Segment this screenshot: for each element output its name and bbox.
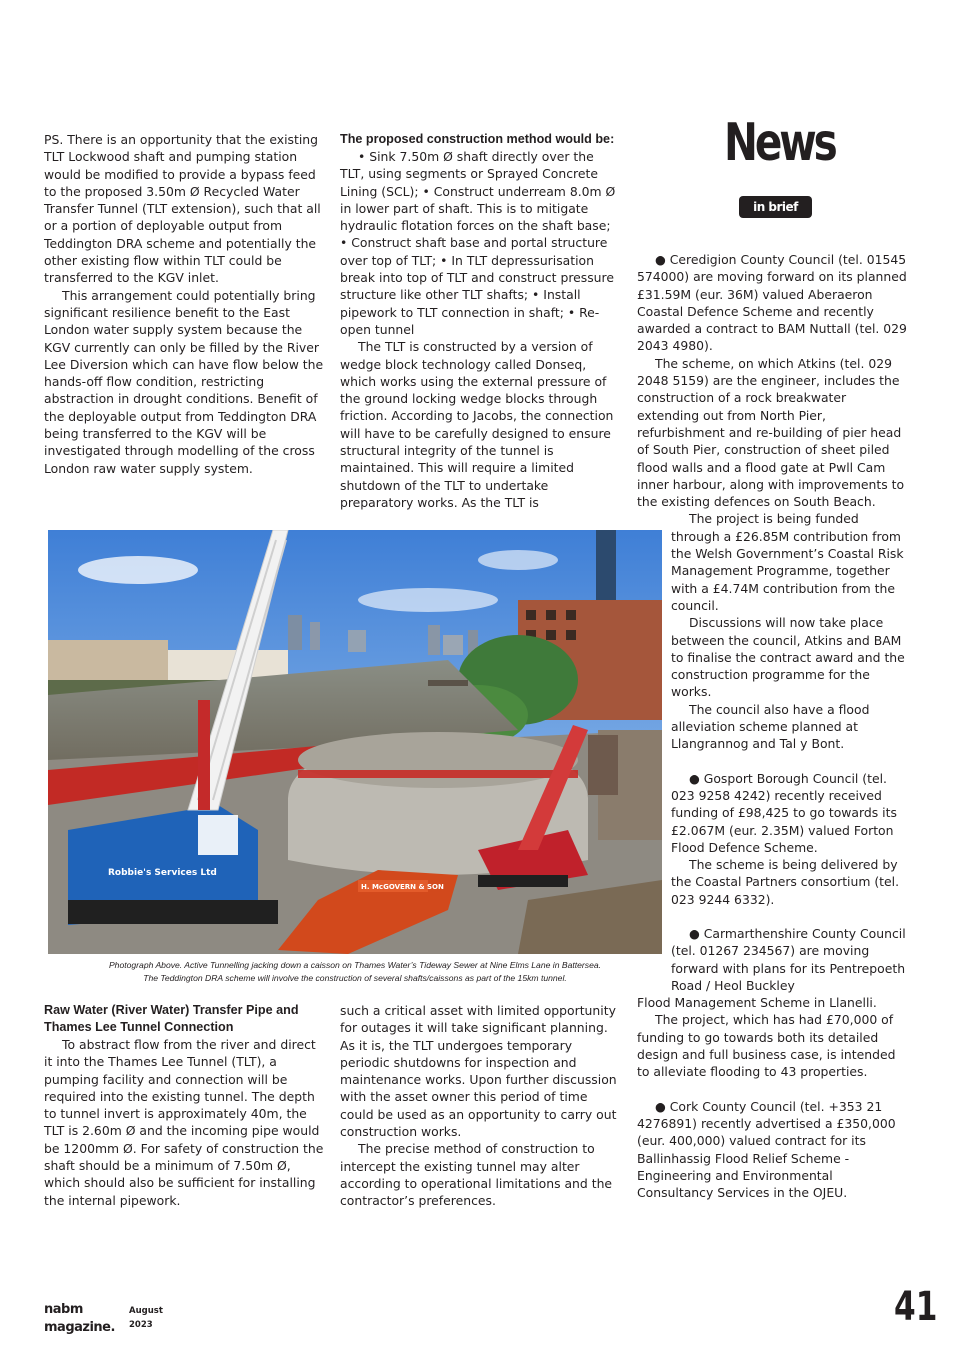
article-paragraph: such a critical asset with limited opportunity for outages it will take significant planning. As it is, the TLT undergoes temporary periodic shutdowns for inspection and maintenance works. Upon further discussion with the asset owner this period of time could be used as an opportunity to carry out construction works. bbox=[340, 1003, 617, 1140]
news-paragraph: ● Cork County Council (tel. +353 21 4276891) recently advertised a £350,000 (eur. 400,000) valued contract for its Ballinhassig Flood Relief Scheme - Engineering and Environmental Consultancy Services in the OJEU. bbox=[637, 1098, 896, 1201]
crane-cab-label: Robbie's Services Ltd bbox=[108, 868, 217, 878]
in-brief-badge: in brief bbox=[739, 196, 812, 218]
news-paragraph: The scheme, on which Atkins (tel. 029 2048 5159) are the engineer, includes the construction of a rock breakwater extending out from North Pier, refurbishment and re-building of pier head of South Pier, construction of sheet piled flood walls and a flood gate at Pwll Cam inner harbour, along with improvements to the existing defences on South Beach. bbox=[637, 355, 905, 510]
construction-steps: • Sink 7.50m Ø shaft directly over the TLT, using segments or Sprayed Concrete Lining (SCL); • Construct underream 8.0m Ø in lower part of shaft. This is to mitigate hydraulic flotation forces on the shaft base; • Construct shaft base and portal structure over top of TLT; • In TLT depressurisation break into top of TLT and construct pressure structure like other TLT shafts; • Install pipework to TLT connection in shaft; • Re-open tunnel bbox=[340, 149, 616, 337]
news-item-carmarthenshire bbox=[637, 925, 911, 1081]
news-paragraph: The project, which has had £70,000 of funding to go towards both its detailed design and full business case, is intended to alleviate flooding to 43 properties. bbox=[637, 1012, 896, 1080]
excavator-label: H. McGOVERN & SON bbox=[361, 883, 444, 891]
construction-site-illustration bbox=[48, 530, 662, 954]
news-item-ceredigion bbox=[637, 251, 911, 753]
news-item-gosport bbox=[671, 770, 911, 908]
news-paragraph: Discussions will now take place between the council, Atkins and BAM to finalise the contract award and the construction programme for the works. bbox=[671, 615, 905, 700]
issue-date: August 2023 bbox=[129, 1306, 163, 1330]
news-paragraph: The council also have a flood alleviation scheme planned at Llangrannog and Tal y Bont. bbox=[671, 701, 870, 752]
article-column-mid-bottom bbox=[340, 1002, 620, 1210]
news-column bbox=[637, 251, 911, 1201]
section-heading: The proposed construction method would be: bbox=[340, 132, 615, 146]
construction-photo bbox=[48, 530, 662, 954]
news-title: News bbox=[724, 113, 835, 173]
article-paragraph: PS. There is an opportunity that the existing TLT Lockwood shaft and pumping station would be modified to provide a bypass feed to the proposed 3.50m Ø Recycled Water Transfer Tunnel (TLT extension), such that all or a portion of deployable output from Teddington DRA scheme and potentially the other existing flow within TLT could be transferred to the KGV inlet. bbox=[44, 132, 321, 286]
article-column-left-top bbox=[44, 131, 326, 477]
caption-line: The Teddington DRA scheme will involve the construction of several shafts/caissons as part of the 15km tunnel. bbox=[143, 972, 567, 983]
news-paragraph: ● Carmarthenshire County Council (tel. 01267 234567) are moving forward with plans for its Pentrepoeth Road / Heol Buckley bbox=[671, 925, 906, 993]
magazine-name: nabm magazine. bbox=[44, 1302, 115, 1335]
article-paragraph: To abstract flow from the river and direct it into the Thames Lee Tunnel (TLT), a pumping facility and connection will be required into the existing tunnel. The depth to tunnel invert is approximately 40m, the TLT is 2.60m Ø and the incoming pipe would be 1200mm Ø. For safety of construction the shaft should be a minimum of 7.50m Ø, which should also be sufficient for installing the internal pipework. bbox=[44, 1037, 324, 1208]
article-paragraph: This arrangement could potentially bring significant resilience benefit to the East London water supply system because the KGV currently can only be filled by the River Lee Diversion which can have flow below the hands-off flow condition, restricting abstraction in drought conditions. Benefit of the deployable output from Teddington DRA being transferred to the KGV will be investigated through modelling of the cross London raw water supply system. bbox=[44, 287, 324, 476]
article-column-mid-top bbox=[340, 131, 620, 511]
caption-line: Photograph Above. Active Tunnelling jacking down a caisson on Thames Water’s Tideway Sewer at Nine Elms Lane in Battersea. bbox=[108, 960, 602, 970]
section-heading: Raw Water (River Water) Transfer Pipe and Thames Lee Tunnel Connection bbox=[44, 1003, 299, 1034]
news-paragraph: ● Ceredigion County Council (tel. 01545 574000) are moving forward on its planned £31.59M (eur. 36M) valued Aberaeron Coastal Defence Scheme and recently awarded a contract to BAM Nuttall (tel. 029 2043 4980). bbox=[637, 252, 907, 354]
news-paragraph: ● Gosport Borough Council (tel. 023 9258 4242) recently received funding of £98,425 to go towards its £2.067M (eur. 2.35M) valued Forton Flood Defence Scheme. bbox=[671, 770, 897, 855]
article-paragraph: The TLT is constructed by a version of wedge block technology called Donseq, which works using the external pressure of the ground locking wedge blocks through friction. According to Jacobs, the connection will have to be carefully designed to ensure structural integrity of the tunnel is maintained. This will require a limited shutdown of the TLT to undertake preparatory works. As the TLT is bbox=[340, 339, 614, 510]
news-paragraph: Flood Management Scheme in Llanelli. bbox=[637, 995, 877, 1011]
photo-caption bbox=[44, 959, 666, 984]
article-column-left-bottom bbox=[44, 1002, 326, 1209]
article-paragraph: The precise method of construction to intercept the existing tunnel may alter according to operational limitations and the contractor’s preferences. bbox=[340, 1141, 613, 1209]
news-paragraph: The project is being funded through a £26.85M contribution from the Welsh Government’s Coastal Risk Management Programme, together with a £4.74M contribution from the council. bbox=[671, 511, 904, 613]
news-paragraph: The scheme is being delivered by the Coastal Partners consortium (tel. 023 9244 6332). bbox=[671, 857, 900, 907]
news-item-cork bbox=[637, 1098, 911, 1202]
page-number: 41 bbox=[894, 1284, 938, 1330]
